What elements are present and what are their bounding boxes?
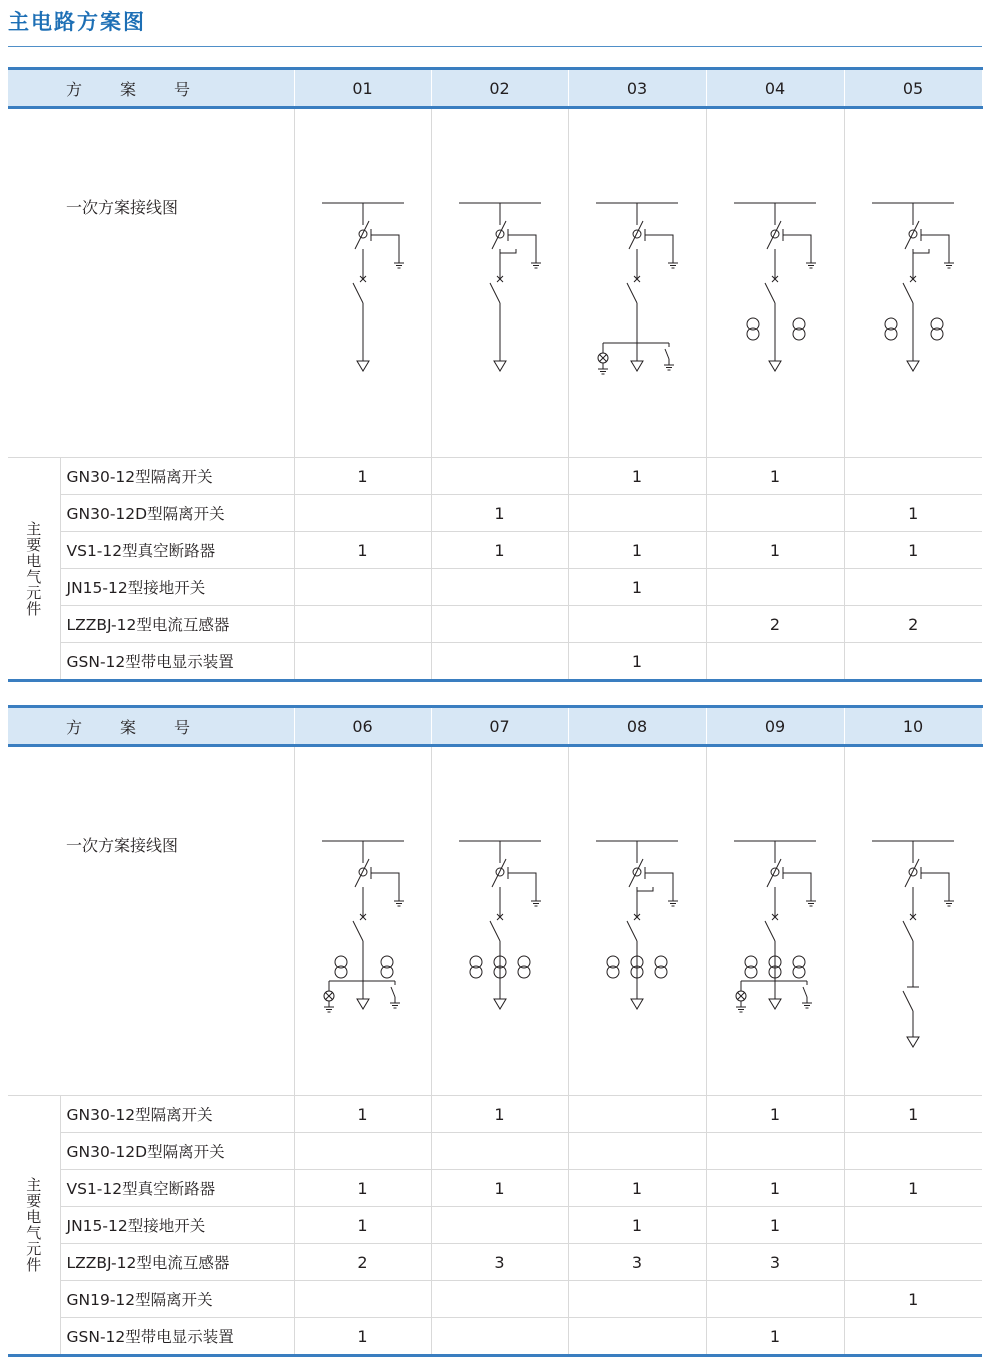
- component-quantity: 1: [844, 1096, 982, 1133]
- component-quantity: [431, 1133, 568, 1170]
- component-quantity: [844, 643, 982, 681]
- cable-terminal: [357, 361, 369, 371]
- diagram-cell: [431, 746, 568, 1096]
- component-quantity: 1: [294, 1318, 431, 1356]
- scheme-number: 01: [294, 69, 431, 108]
- component-name: VS1-12型真空断路器: [60, 1170, 294, 1207]
- component-quantity: [431, 569, 568, 606]
- component-quantity: 1: [294, 1096, 431, 1133]
- circuit-lines: [459, 203, 541, 371]
- component-group-text: 主要电气元件: [26, 1176, 42, 1274]
- component-name: GN30-12D型隔离开关: [60, 1133, 294, 1170]
- component-quantity: [568, 1318, 706, 1356]
- component-quantity: 1: [844, 495, 982, 532]
- component-quantity: [294, 643, 431, 681]
- scheme-number: 03: [568, 69, 706, 108]
- diagram-row-label: 一次方案接线图: [8, 746, 294, 1096]
- diagram-cell: [706, 746, 844, 1096]
- component-quantity: [431, 1318, 568, 1356]
- component-quantity: 3: [431, 1244, 568, 1281]
- scheme-number-label: 方 案 号: [8, 707, 294, 746]
- cable-terminal: [494, 361, 506, 371]
- diagram-row: [8, 746, 982, 1096]
- component-name: JN15-12型接地开关: [60, 1207, 294, 1244]
- diagram-cell: [568, 746, 706, 1096]
- component-quantity: [568, 495, 706, 532]
- circuit-lines: [872, 203, 954, 371]
- component-quantity: [844, 569, 982, 606]
- component-group-text: 主要电气元件: [26, 519, 42, 618]
- circuit-lines: [596, 203, 678, 374]
- scheme-number: 04: [706, 69, 844, 108]
- cable-terminal: [357, 999, 369, 1009]
- breaker-blade: [765, 921, 775, 941]
- circuit-lines: [734, 841, 816, 1012]
- component-quantity: 3: [568, 1244, 706, 1281]
- component-name: GN19-12型隔离开关: [60, 1281, 294, 1318]
- circuit-lines: [322, 203, 404, 371]
- scheme-number: 05: [844, 69, 982, 108]
- cable-terminal: [631, 999, 643, 1009]
- scheme-number: 10: [844, 707, 982, 746]
- component-quantity: 1: [568, 1207, 706, 1244]
- earthing-switch-blade: [803, 987, 807, 997]
- single-line-diagram: [707, 791, 843, 1051]
- table-row: [8, 569, 982, 606]
- component-quantity: [294, 606, 431, 643]
- component-quantity: 1: [294, 532, 431, 569]
- table-row: [8, 1170, 982, 1207]
- table-row: [8, 643, 982, 681]
- scheme-number: 08: [568, 707, 706, 746]
- diagram-cell: [844, 746, 982, 1096]
- component-quantity: [844, 458, 982, 495]
- component-name: VS1-12型真空断路器: [60, 532, 294, 569]
- breaker-blade: [903, 921, 913, 941]
- earthing-switch-blade: [665, 349, 669, 359]
- diagram-cell: [431, 108, 568, 458]
- scheme-table-2: [8, 705, 983, 1357]
- table-row: [8, 1096, 982, 1133]
- table-row: [8, 1318, 982, 1356]
- scheme-number: 09: [706, 707, 844, 746]
- component-quantity: 2: [706, 606, 844, 643]
- diagram-cell: [294, 746, 431, 1096]
- component-quantity: [844, 1207, 982, 1244]
- table-row: [8, 606, 982, 643]
- component-name: GN30-12型隔离开关: [60, 1096, 294, 1133]
- component-name: LZZBJ-12型电流互感器: [60, 1244, 294, 1281]
- single-line-diagram: [569, 153, 705, 413]
- single-line-diagram: [707, 153, 843, 413]
- component-quantity: [431, 1281, 568, 1318]
- single-line-diagram: [845, 791, 981, 1051]
- component-quantity: [294, 1281, 431, 1318]
- table-row: [8, 1281, 982, 1318]
- cable-terminal: [769, 999, 781, 1009]
- table-row: [8, 458, 982, 495]
- component-quantity: 1: [844, 532, 982, 569]
- scheme-number: 02: [431, 69, 568, 108]
- component-quantity: 1: [844, 1281, 982, 1318]
- cable-terminal: [907, 1037, 919, 1047]
- breaker-blade: [903, 283, 913, 303]
- component-quantity: 2: [294, 1244, 431, 1281]
- component-quantity: [431, 1207, 568, 1244]
- component-name: GSN-12型带电显示装置: [60, 1318, 294, 1356]
- component-quantity: 1: [706, 1207, 844, 1244]
- cable-terminal: [907, 361, 919, 371]
- component-quantity: 1: [568, 532, 706, 569]
- component-quantity: 1: [844, 1170, 982, 1207]
- component-quantity: 1: [706, 458, 844, 495]
- breaker-blade: [765, 283, 775, 303]
- component-quantity: 1: [706, 1170, 844, 1207]
- single-line-diagram: [569, 791, 705, 1051]
- component-name: GSN-12型带电显示装置: [60, 643, 294, 681]
- title-rule: [8, 46, 982, 47]
- component-quantity: 1: [294, 1207, 431, 1244]
- component-quantity: 2: [844, 606, 982, 643]
- earthing-switch-blade: [391, 987, 395, 997]
- diagram-cell: [844, 108, 982, 458]
- component-quantity: 1: [431, 532, 568, 569]
- component-name: GN30-12型隔离开关: [60, 458, 294, 495]
- component-quantity: [706, 569, 844, 606]
- single-line-diagram: [845, 153, 981, 413]
- diagram-cell: [294, 108, 431, 458]
- component-quantity: 3: [706, 1244, 844, 1281]
- page-title: 主电路方案图: [8, 10, 146, 34]
- component-quantity: [844, 1318, 982, 1356]
- table-row: [8, 1244, 982, 1281]
- component-quantity: [431, 458, 568, 495]
- component-quantity: [294, 569, 431, 606]
- component-quantity: [431, 606, 568, 643]
- breaker-blade: [490, 921, 500, 941]
- breaker-blade: [627, 921, 637, 941]
- breaker-blade: [490, 283, 500, 303]
- component-quantity: [568, 1281, 706, 1318]
- component-name: GN30-12D型隔离开关: [60, 495, 294, 532]
- component-quantity: 1: [706, 1096, 844, 1133]
- component-quantity: 1: [568, 1170, 706, 1207]
- component-quantity: 1: [431, 1096, 568, 1133]
- breaker-blade: [353, 921, 363, 941]
- component-group-label: [8, 1096, 60, 1356]
- component-quantity: [844, 1244, 982, 1281]
- component-name: LZZBJ-12型电流互感器: [60, 606, 294, 643]
- component-quantity: 1: [431, 1170, 568, 1207]
- circuit-lines: [322, 841, 404, 1012]
- circuit-lines: [872, 841, 954, 1047]
- breaker-blade: [353, 283, 363, 303]
- component-quantity: 1: [706, 532, 844, 569]
- cable-terminal: [631, 361, 643, 371]
- component-quantity: 1: [431, 495, 568, 532]
- circuit-lines: [459, 841, 541, 1009]
- component-quantity: [431, 643, 568, 681]
- component-quantity: [706, 1281, 844, 1318]
- header-row: [8, 69, 982, 108]
- component-quantity: [706, 1133, 844, 1170]
- component-name: JN15-12型接地开关: [60, 569, 294, 606]
- component-quantity: 1: [294, 1170, 431, 1207]
- component-quantity: [706, 495, 844, 532]
- component-quantity: [568, 606, 706, 643]
- cable-terminal: [769, 361, 781, 371]
- single-line-diagram: [432, 153, 568, 413]
- scheme-number: 06: [294, 707, 431, 746]
- component-quantity: [706, 643, 844, 681]
- header-row: [8, 707, 982, 746]
- component-quantity: 1: [568, 569, 706, 606]
- table-row: [8, 495, 982, 532]
- circuit-lines: [734, 203, 816, 371]
- component-quantity: [568, 1133, 706, 1170]
- diagram-row-label: 一次方案接线图: [8, 108, 294, 458]
- cable-terminal: [494, 999, 506, 1009]
- component-quantity: 1: [568, 643, 706, 681]
- single-line-diagram: [295, 791, 431, 1051]
- single-line-diagram: [432, 791, 568, 1051]
- component-quantity: [568, 1096, 706, 1133]
- component-quantity: 1: [294, 458, 431, 495]
- component-quantity: 1: [568, 458, 706, 495]
- component-group-label: [8, 458, 60, 681]
- single-line-diagram: [295, 153, 431, 413]
- circuit-lines: [596, 841, 678, 1009]
- diagram-cell: [568, 108, 706, 458]
- table-row: [8, 1207, 982, 1244]
- table-row: [8, 532, 982, 569]
- diagram-cell: [706, 108, 844, 458]
- component-quantity: [294, 495, 431, 532]
- diagram-row: [8, 108, 982, 458]
- component-quantity: 1: [706, 1318, 844, 1356]
- scheme-number-label: 方 案 号: [8, 69, 294, 108]
- component-quantity: [844, 1133, 982, 1170]
- scheme-number: 07: [431, 707, 568, 746]
- component-quantity: [294, 1133, 431, 1170]
- scheme-table-1: [8, 67, 983, 682]
- table-row: [8, 1133, 982, 1170]
- breaker-blade: [627, 283, 637, 303]
